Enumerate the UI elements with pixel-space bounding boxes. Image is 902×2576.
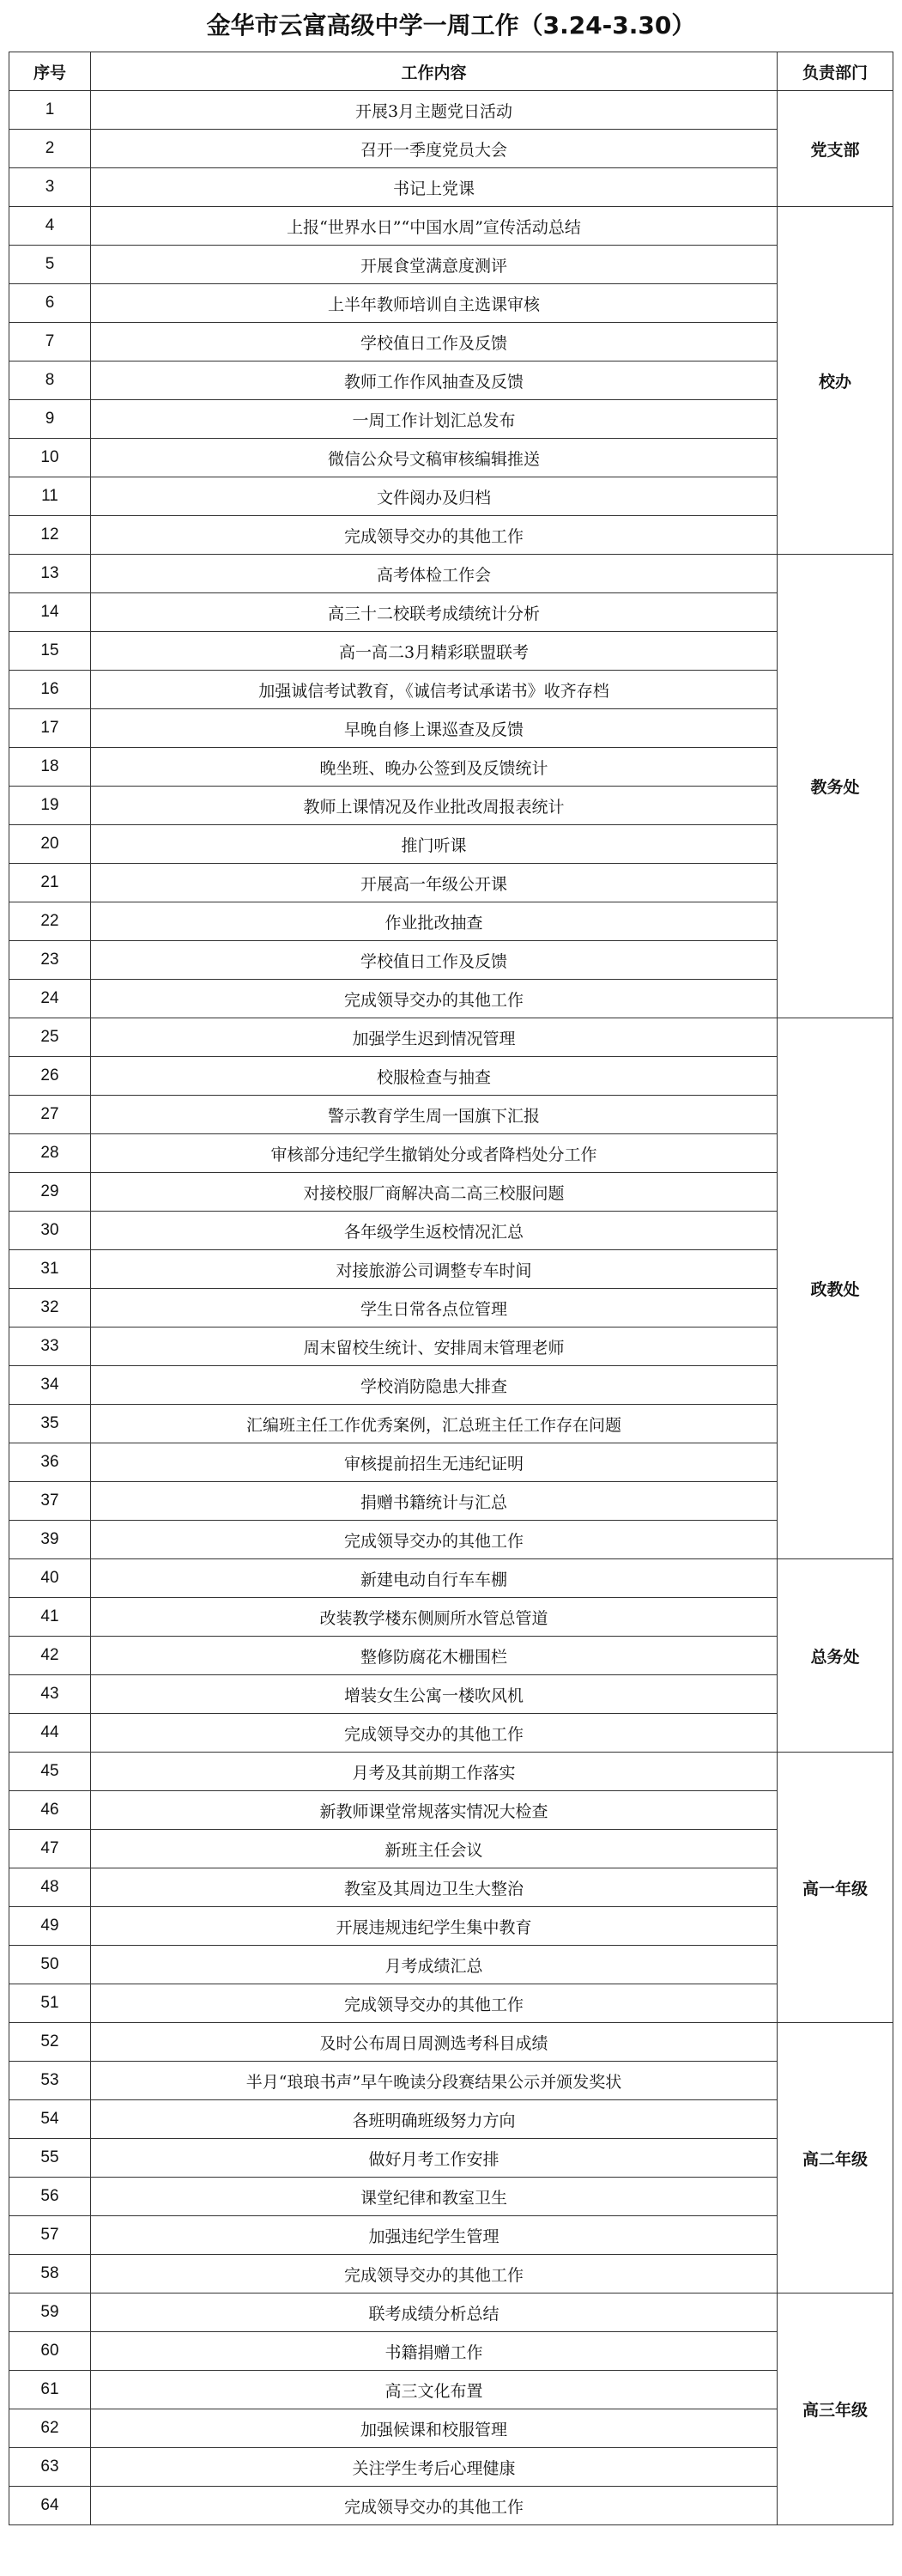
table-row xyxy=(9,1173,893,1212)
table-row xyxy=(9,1637,893,1675)
row-number: 3 xyxy=(9,168,91,207)
table-row xyxy=(9,1868,893,1907)
row-number: 61 xyxy=(9,2371,91,2409)
table-row xyxy=(9,2023,893,2062)
table-row xyxy=(9,1675,893,1714)
work-content: 学校值日工作及反馈 xyxy=(91,941,778,980)
work-content: 召开一季度党员大会 xyxy=(91,130,778,168)
work-content: 完成领导交办的其他工作 xyxy=(91,980,778,1018)
row-number: 15 xyxy=(9,632,91,671)
work-content: 加强学生迟到情况管理 xyxy=(91,1018,778,1057)
table-row xyxy=(9,1753,893,1791)
table-row xyxy=(9,2487,893,2525)
work-content: 完成领导交办的其他工作 xyxy=(91,2487,778,2525)
row-number: 58 xyxy=(9,2255,91,2293)
work-content: 开展3月主题党日活动 xyxy=(91,91,778,130)
table-row xyxy=(9,1327,893,1366)
work-content: 学校消防隐患大排查 xyxy=(91,1366,778,1405)
row-number: 52 xyxy=(9,2023,91,2062)
work-content: 教师上课情况及作业批改周报表统计 xyxy=(91,787,778,825)
table-row xyxy=(9,1830,893,1868)
work-content: 审核部分违纪学生撤销处分或者降档处分工作 xyxy=(91,1134,778,1173)
department-cell: 总务处 xyxy=(778,1559,893,1753)
table-row xyxy=(9,2178,893,2216)
table-row xyxy=(9,91,893,130)
row-number: 47 xyxy=(9,1830,91,1868)
table-row xyxy=(9,400,893,439)
work-content: 高考体检工作会 xyxy=(91,555,778,593)
work-content: 审核提前招生无违纪证明 xyxy=(91,1443,778,1482)
work-content: 关注学生考后心理健康 xyxy=(91,2448,778,2487)
table-row xyxy=(9,1946,893,1984)
table-row xyxy=(9,2216,893,2255)
row-number: 27 xyxy=(9,1096,91,1134)
row-number: 34 xyxy=(9,1366,91,1405)
table-row xyxy=(9,516,893,555)
work-content: 完成领导交办的其他工作 xyxy=(91,516,778,555)
row-number: 5 xyxy=(9,246,91,284)
work-content: 汇编班主任工作优秀案例，汇总班主任工作存在问题 xyxy=(91,1405,778,1443)
work-content: 加强违纪学生管理 xyxy=(91,2216,778,2255)
work-content: 加强诚信考试教育，《诚信考试承诺书》收齐存档 xyxy=(91,671,778,709)
table-row xyxy=(9,168,893,207)
work-content: 做好月考工作安排 xyxy=(91,2139,778,2178)
row-number: 41 xyxy=(9,1598,91,1637)
table-row xyxy=(9,1598,893,1637)
work-content: 捐赠书籍统计与汇总 xyxy=(91,1482,778,1521)
table-row xyxy=(9,2100,893,2139)
work-content: 完成领导交办的其他工作 xyxy=(91,1984,778,2023)
work-content: 教室及其周边卫生大整治 xyxy=(91,1868,778,1907)
row-number: 25 xyxy=(9,1018,91,1057)
row-number: 20 xyxy=(9,825,91,864)
table-row xyxy=(9,1791,893,1830)
work-content: 各班明确班级努力方向 xyxy=(91,2100,778,2139)
table-row xyxy=(9,902,893,941)
row-number: 4 xyxy=(9,207,91,246)
table-row xyxy=(9,1134,893,1173)
work-content: 上报“世界水日”“中国水周”宣传活动总结 xyxy=(91,207,778,246)
row-number: 13 xyxy=(9,555,91,593)
row-number: 36 xyxy=(9,1443,91,1482)
row-number: 9 xyxy=(9,400,91,439)
row-number: 28 xyxy=(9,1134,91,1173)
table-row xyxy=(9,941,893,980)
table-row xyxy=(9,2255,893,2293)
table-row xyxy=(9,1984,893,2023)
table-row xyxy=(9,246,893,284)
row-number: 19 xyxy=(9,787,91,825)
work-content: 联考成绩分析总结 xyxy=(91,2293,778,2332)
row-number: 21 xyxy=(9,864,91,902)
row-number: 18 xyxy=(9,748,91,787)
row-number: 10 xyxy=(9,439,91,477)
table-row xyxy=(9,2062,893,2100)
row-number: 60 xyxy=(9,2332,91,2371)
table-row xyxy=(9,1907,893,1946)
row-number: 8 xyxy=(9,361,91,400)
table-row xyxy=(9,1366,893,1405)
work-content: 新建电动自行车车棚 xyxy=(91,1559,778,1598)
work-content: 改装教学楼东侧厕所水管总管道 xyxy=(91,1598,778,1637)
row-number: 31 xyxy=(9,1250,91,1289)
table-row xyxy=(9,555,893,593)
table-row xyxy=(9,1289,893,1327)
row-number: 56 xyxy=(9,2178,91,2216)
row-number: 29 xyxy=(9,1173,91,1212)
table-row xyxy=(9,1443,893,1482)
row-number: 42 xyxy=(9,1637,91,1675)
department-cell: 政教处 xyxy=(778,1018,893,1559)
work-content: 月考及其前期工作落实 xyxy=(91,1753,778,1791)
row-number: 6 xyxy=(9,284,91,323)
work-content: 一周工作计划汇总发布 xyxy=(91,400,778,439)
row-number: 43 xyxy=(9,1675,91,1714)
row-number: 48 xyxy=(9,1868,91,1907)
row-number: 14 xyxy=(9,593,91,632)
table-row xyxy=(9,2293,893,2332)
row-number: 1 xyxy=(9,91,91,130)
table-row xyxy=(9,748,893,787)
department-cell: 校办 xyxy=(778,207,893,555)
row-number: 54 xyxy=(9,2100,91,2139)
table-row xyxy=(9,593,893,632)
work-content: 课堂纪律和教室卫生 xyxy=(91,2178,778,2216)
work-content: 及时公布周日周测选考科目成绩 xyxy=(91,2023,778,2062)
department-cell: 高二年级 xyxy=(778,2023,893,2293)
department-cell: 高三年级 xyxy=(778,2293,893,2525)
work-content: 学生日常各点位管理 xyxy=(91,1289,778,1327)
row-number: 11 xyxy=(9,477,91,516)
row-number: 50 xyxy=(9,1946,91,1984)
row-number: 35 xyxy=(9,1405,91,1443)
table-row xyxy=(9,361,893,400)
row-number: 23 xyxy=(9,941,91,980)
row-number: 12 xyxy=(9,516,91,555)
table-row xyxy=(9,1714,893,1753)
row-number: 17 xyxy=(9,709,91,748)
table-row xyxy=(9,1521,893,1559)
work-content: 校服检查与抽查 xyxy=(91,1057,778,1096)
work-content: 开展高一年级公开课 xyxy=(91,864,778,902)
table-row xyxy=(9,439,893,477)
page-title: 金华市云富高级中学一周工作（3.24-3.30） xyxy=(206,11,696,39)
work-content: 书记上党课 xyxy=(91,168,778,207)
row-number: 26 xyxy=(9,1057,91,1096)
table-row xyxy=(9,2139,893,2178)
row-number: 64 xyxy=(9,2487,91,2525)
work-content: 晚坐班、晚办公签到及反馈统计 xyxy=(91,748,778,787)
header-content: 工作内容 xyxy=(91,52,778,91)
row-number: 44 xyxy=(9,1714,91,1753)
table-row xyxy=(9,2409,893,2448)
row-number: 49 xyxy=(9,1907,91,1946)
row-number: 33 xyxy=(9,1327,91,1366)
table-row xyxy=(9,2371,893,2409)
work-content: 开展食堂满意度测评 xyxy=(91,246,778,284)
row-number: 59 xyxy=(9,2293,91,2332)
work-content: 完成领导交办的其他工作 xyxy=(91,2255,778,2293)
work-content: 新班主任会议 xyxy=(91,1830,778,1868)
row-number: 30 xyxy=(9,1212,91,1250)
table-row xyxy=(9,1405,893,1443)
work-content: 新教师课堂常规落实情况大检查 xyxy=(91,1791,778,1830)
row-number: 2 xyxy=(9,130,91,168)
table-row xyxy=(9,825,893,864)
row-number: 62 xyxy=(9,2409,91,2448)
table-row xyxy=(9,864,893,902)
row-number: 40 xyxy=(9,1559,91,1598)
row-number: 37 xyxy=(9,1482,91,1521)
work-content: 上半年教师培训自主选课审核 xyxy=(91,284,778,323)
table-row xyxy=(9,1482,893,1521)
work-content: 开展违规违纪学生集中教育 xyxy=(91,1907,778,1946)
row-number: 24 xyxy=(9,980,91,1018)
table-row xyxy=(9,477,893,516)
work-content: 整修防腐花木栅围栏 xyxy=(91,1637,778,1675)
table-row xyxy=(9,632,893,671)
work-content: 早晚自修上课巡查及反馈 xyxy=(91,709,778,748)
work-content: 教师工作作风抽查及反馈 xyxy=(91,361,778,400)
table-row xyxy=(9,2332,893,2371)
row-number: 32 xyxy=(9,1289,91,1327)
row-number: 45 xyxy=(9,1753,91,1791)
work-content: 学校值日工作及反馈 xyxy=(91,323,778,361)
work-content: 对接旅游公司调整专车时间 xyxy=(91,1250,778,1289)
work-content: 加强候课和校服管理 xyxy=(91,2409,778,2448)
row-number: 55 xyxy=(9,2139,91,2178)
table-row xyxy=(9,1018,893,1057)
row-number: 46 xyxy=(9,1791,91,1830)
row-number: 53 xyxy=(9,2062,91,2100)
work-content: 半月“琅琅书声”早午晚读分段赛结果公示并颁发奖状 xyxy=(91,2062,778,2100)
row-number: 7 xyxy=(9,323,91,361)
header-dept: 负责部门 xyxy=(778,52,893,91)
work-content: 月考成绩汇总 xyxy=(91,1946,778,1984)
table-row xyxy=(9,1096,893,1134)
work-content: 文件阅办及归档 xyxy=(91,477,778,516)
table-row xyxy=(9,980,893,1018)
work-content: 推门听课 xyxy=(91,825,778,864)
work-content: 对接校服厂商解决高二高三校服问题 xyxy=(91,1173,778,1212)
table-body xyxy=(9,91,893,2525)
table-row xyxy=(9,787,893,825)
work-content: 高三十二校联考成绩统计分析 xyxy=(91,593,778,632)
row-number: 16 xyxy=(9,671,91,709)
row-number: 57 xyxy=(9,2216,91,2255)
table-row xyxy=(9,1250,893,1289)
table-row xyxy=(9,709,893,748)
work-content: 完成领导交办的其他工作 xyxy=(91,1521,778,1559)
work-content: 增装女生公寓一楼吹风机 xyxy=(91,1675,778,1714)
work-content: 高三文化布置 xyxy=(91,2371,778,2409)
table-row xyxy=(9,1057,893,1096)
table-row xyxy=(9,130,893,168)
work-content: 完成领导交办的其他工作 xyxy=(91,1714,778,1753)
table-row xyxy=(9,1212,893,1250)
department-cell: 高一年级 xyxy=(778,1753,893,2023)
table-row xyxy=(9,284,893,323)
work-content: 各年级学生返校情况汇总 xyxy=(91,1212,778,1250)
work-content: 作业批改抽查 xyxy=(91,902,778,941)
work-table xyxy=(9,52,893,2525)
table-row xyxy=(9,323,893,361)
work-content: 周末留校生统计、安排周末管理老师 xyxy=(91,1327,778,1366)
work-content: 警示教育学生周一国旗下汇报 xyxy=(91,1096,778,1134)
department-cell: 党支部 xyxy=(778,91,893,207)
table-row xyxy=(9,1559,893,1598)
table-row xyxy=(9,207,893,246)
work-content: 高一高二3月精彩联盟联考 xyxy=(91,632,778,671)
row-number: 39 xyxy=(9,1521,91,1559)
header-no: 序号 xyxy=(9,52,91,91)
table-header-row xyxy=(9,52,893,91)
work-content: 书籍捐赠工作 xyxy=(91,2332,778,2371)
work-content: 微信公众号文稿审核编辑推送 xyxy=(91,439,778,477)
row-number: 22 xyxy=(9,902,91,941)
row-number: 51 xyxy=(9,1984,91,2023)
table-row xyxy=(9,671,893,709)
department-cell: 教务处 xyxy=(778,555,893,1018)
row-number: 63 xyxy=(9,2448,91,2487)
table-row xyxy=(9,2448,893,2487)
